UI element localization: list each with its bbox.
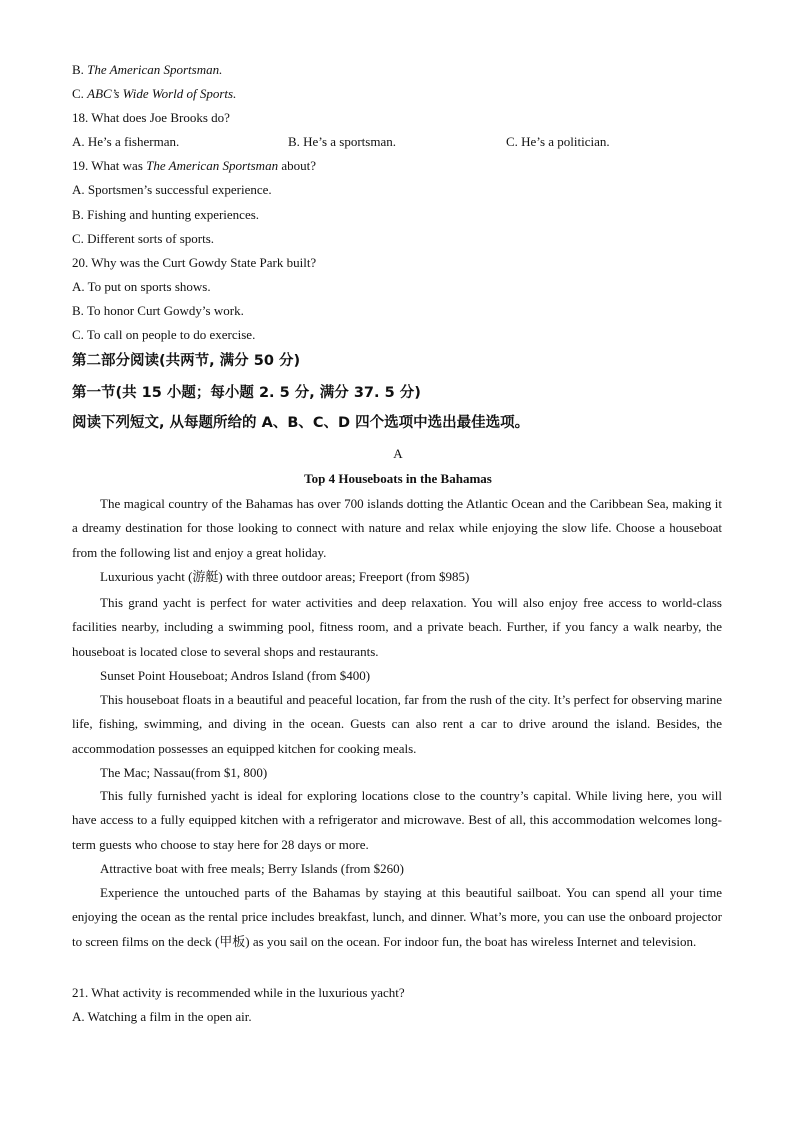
q20-question: 20. Why was the Curt Gowdy State Park built? [72, 255, 317, 270]
q18-option-a: A. He’s a fisherman. [72, 134, 180, 149]
item1-title: Luxurious yacht (游艇) with three outdoor areas; Freeport (from $985) [100, 569, 470, 584]
q20-option-a: A. To put on sports shows. [72, 279, 211, 294]
q20-option-c: C. To call on people to do exercise. [72, 327, 256, 342]
q19-question: 19. What was The American Sportsman about? [72, 158, 316, 173]
q19-option-b: B. Fishing and hunting experiences. [72, 207, 260, 222]
section-title: 第一节(共 15 小题；每小题 2. 5 分, 满分 37. 5 分) [72, 385, 421, 401]
q17-option-c: C. ABC’s Wide World of Sports. [72, 86, 237, 101]
passage-title: Top 4 Houseboats in the Bahamas [304, 471, 492, 486]
item2-title: Sunset Point Houseboat; Andros Island (from $400) [100, 668, 371, 683]
part-title: 第二部分阅读(共两节, 满分 50 分) [72, 353, 301, 369]
item4-title: Attractive boat with free meals; Berry Islands (from $260) [100, 861, 404, 876]
passage-letter: A [393, 446, 403, 461]
item4-body: Experience the untouched parts of the Bahamas by staying at this beautiful sailboat. You can spend all your time enjoying the ocean as the rental price includes breakfast, lunch, and dinner. What’s more, you can use the onboard projector to screen films on the deck (甲板) as you sail on the ocean. For indoor fun, the boat has wireless Internet and television. [72, 885, 722, 949]
q18-option-c: C. He’s a politician. [506, 134, 610, 149]
q20-option-b: B. To honor Curt Gowdy’s work. [72, 303, 244, 318]
q21-option-a: A. Watching a film in the open air. [72, 1009, 252, 1024]
item2-body: This houseboat floats in a beautiful and peaceful location, far from the rush of the city. It’s perfect for observing marine life, fishing, swimming, and diving in the ocean. Guests can also rent a car to drive around the island. Besides, the accommodation possesses an equipped kitchen for cooking meals. [72, 692, 722, 756]
q18-question: 18. What does Joe Brooks do? [72, 110, 230, 125]
item3-body: This fully furnished yacht is ideal for exploring locations close to the country’s capital. While living here, you will have access to a fully equipped kitchen with a refrigerator and microwave. Best of all, this accommodation welcomes long-term guests who choose to stay here for 28 days or more. [72, 788, 722, 852]
passage-intro: The magical country of the Bahamas has over 700 islands dotting the Atlantic Ocean and the Caribbean Sea, making it a dreamy destination for those looking to connect with nature and relax while enjoying the slow life. Choose a houseboat from the following list and enjoy a great holiday. [72, 496, 722, 560]
q21-question: 21. What activity is recommended while in the luxurious yacht? [72, 985, 405, 1000]
q18-option-b: B. He’s a sportsman. [288, 134, 396, 149]
q19-option-c: C. Different sorts of sports. [72, 231, 215, 246]
item3-title: The Mac; Nassau(from $1, 800) [100, 765, 268, 780]
q19-option-a: A. Sportsmen’s successful experience. [72, 182, 272, 197]
item1-body: This grand yacht is perfect for water activities and deep relaxation. You will also enjoy free access to world-class facilities nearby, including a swimming pool, fitness room, and a private beach. Further, if you fancy a walk nearby, the houseboat is located close to several shops and restaurants. [72, 595, 722, 659]
instruction: 阅读下列短文, 从每题所给的 A、B、C、D 四个选项中选出最佳选项。 [72, 415, 530, 431]
q17-option-b: B. The American Sportsman. [72, 62, 223, 77]
